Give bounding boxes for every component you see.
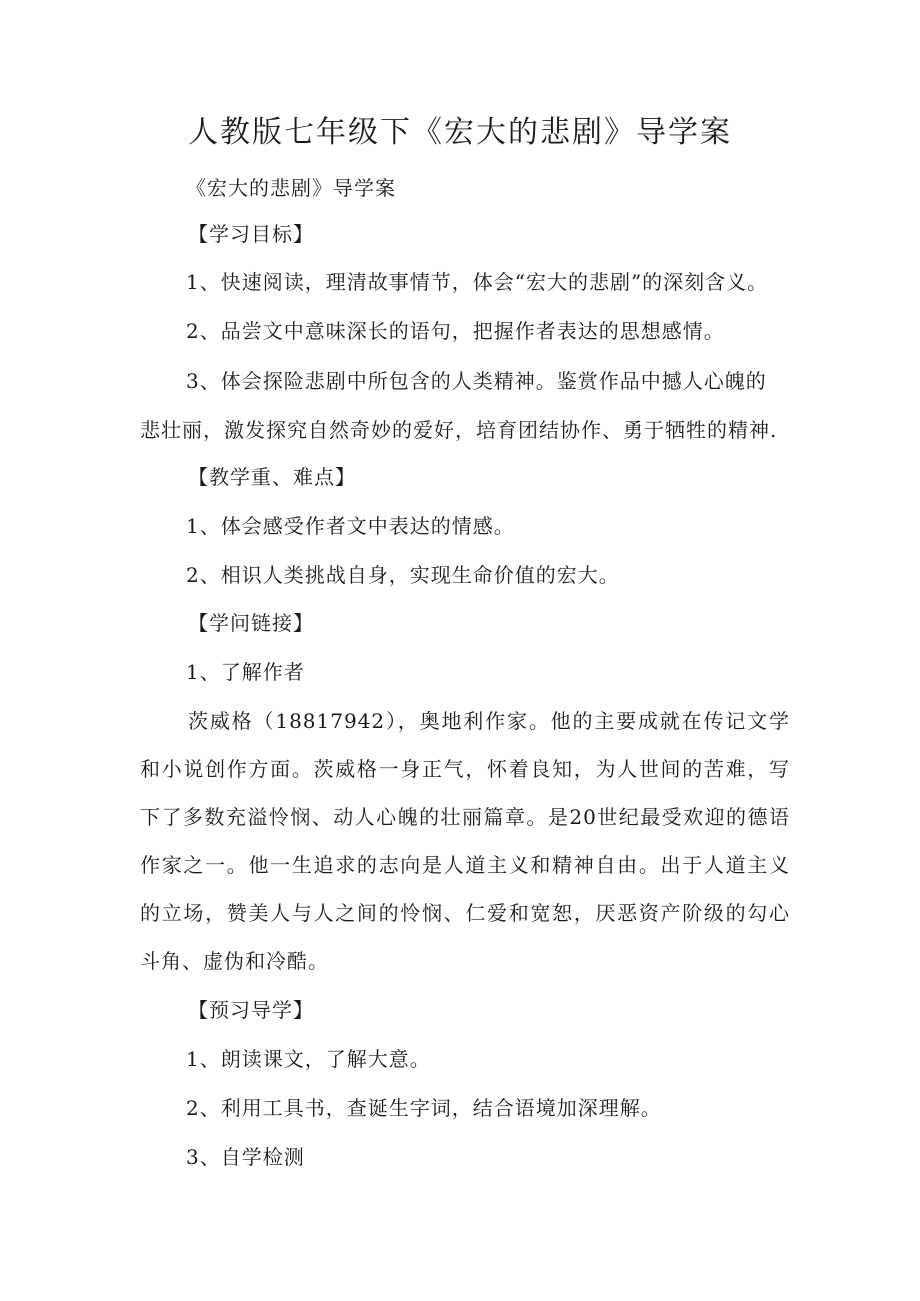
- key-point-item: 2、相识人类挑战自身，实现生命价值的宏大。: [186, 563, 620, 587]
- goals-heading: 【学习目标】: [188, 222, 314, 246]
- goal-item-continued: 悲壮丽，激发探究自然奇妙的爱好，培育团结协作、勇于牺牲的精神.: [140, 418, 778, 442]
- subtitle: 《宏大的悲剧》导学案: [186, 176, 396, 200]
- goal-item: 1、快速阅读，理清故事情节，体会“宏大的悲剧”的深刻含义。: [186, 270, 769, 294]
- page-title: 人教版七年级下《宏大的悲剧》导学案: [188, 115, 732, 150]
- preview-item: 2、利用工具书，查诞生字词，结合语境加深理解。: [186, 1096, 662, 1120]
- goal-item: 3、体会探险悲剧中所包含的人类精神。鉴赏作品中撼人心魄的: [186, 369, 767, 393]
- preview-item: 3、自学检测: [186, 1145, 305, 1169]
- links-heading: 【学问链接】: [188, 611, 314, 635]
- preview-item: 1、朗读课文，了解大意。: [186, 1047, 431, 1071]
- preview-heading: 【预习导学】: [188, 998, 314, 1022]
- key-points-heading: 【教学重、难点】: [188, 465, 356, 489]
- author-paragraph: 茨威格（18817942），奥地利作家。他的主要成就在传记文学和小说创作方面。茨威格一身正气，怀着良知，为人世间的苦难，写下了多数充溢怜悯、动人心魄的壮丽篇章。是20世纪最受欢迎的德语作家之一。他一生追求的志向是人道主义和精神自由。出于人道主义的立场，赞美人与人之间的怜悯、仁爱和宽恕，厌恶资产阶级的勾心斗角、虚伪和冷酷。: [140, 709, 790, 973]
- goal-item: 2、品尝文中意味深长的语句，把握作者表达的思想感情。: [186, 319, 725, 343]
- links-item: 1、了解作者: [186, 660, 305, 684]
- key-point-item: 1、体会感受作者文中表达的情感。: [186, 514, 515, 538]
